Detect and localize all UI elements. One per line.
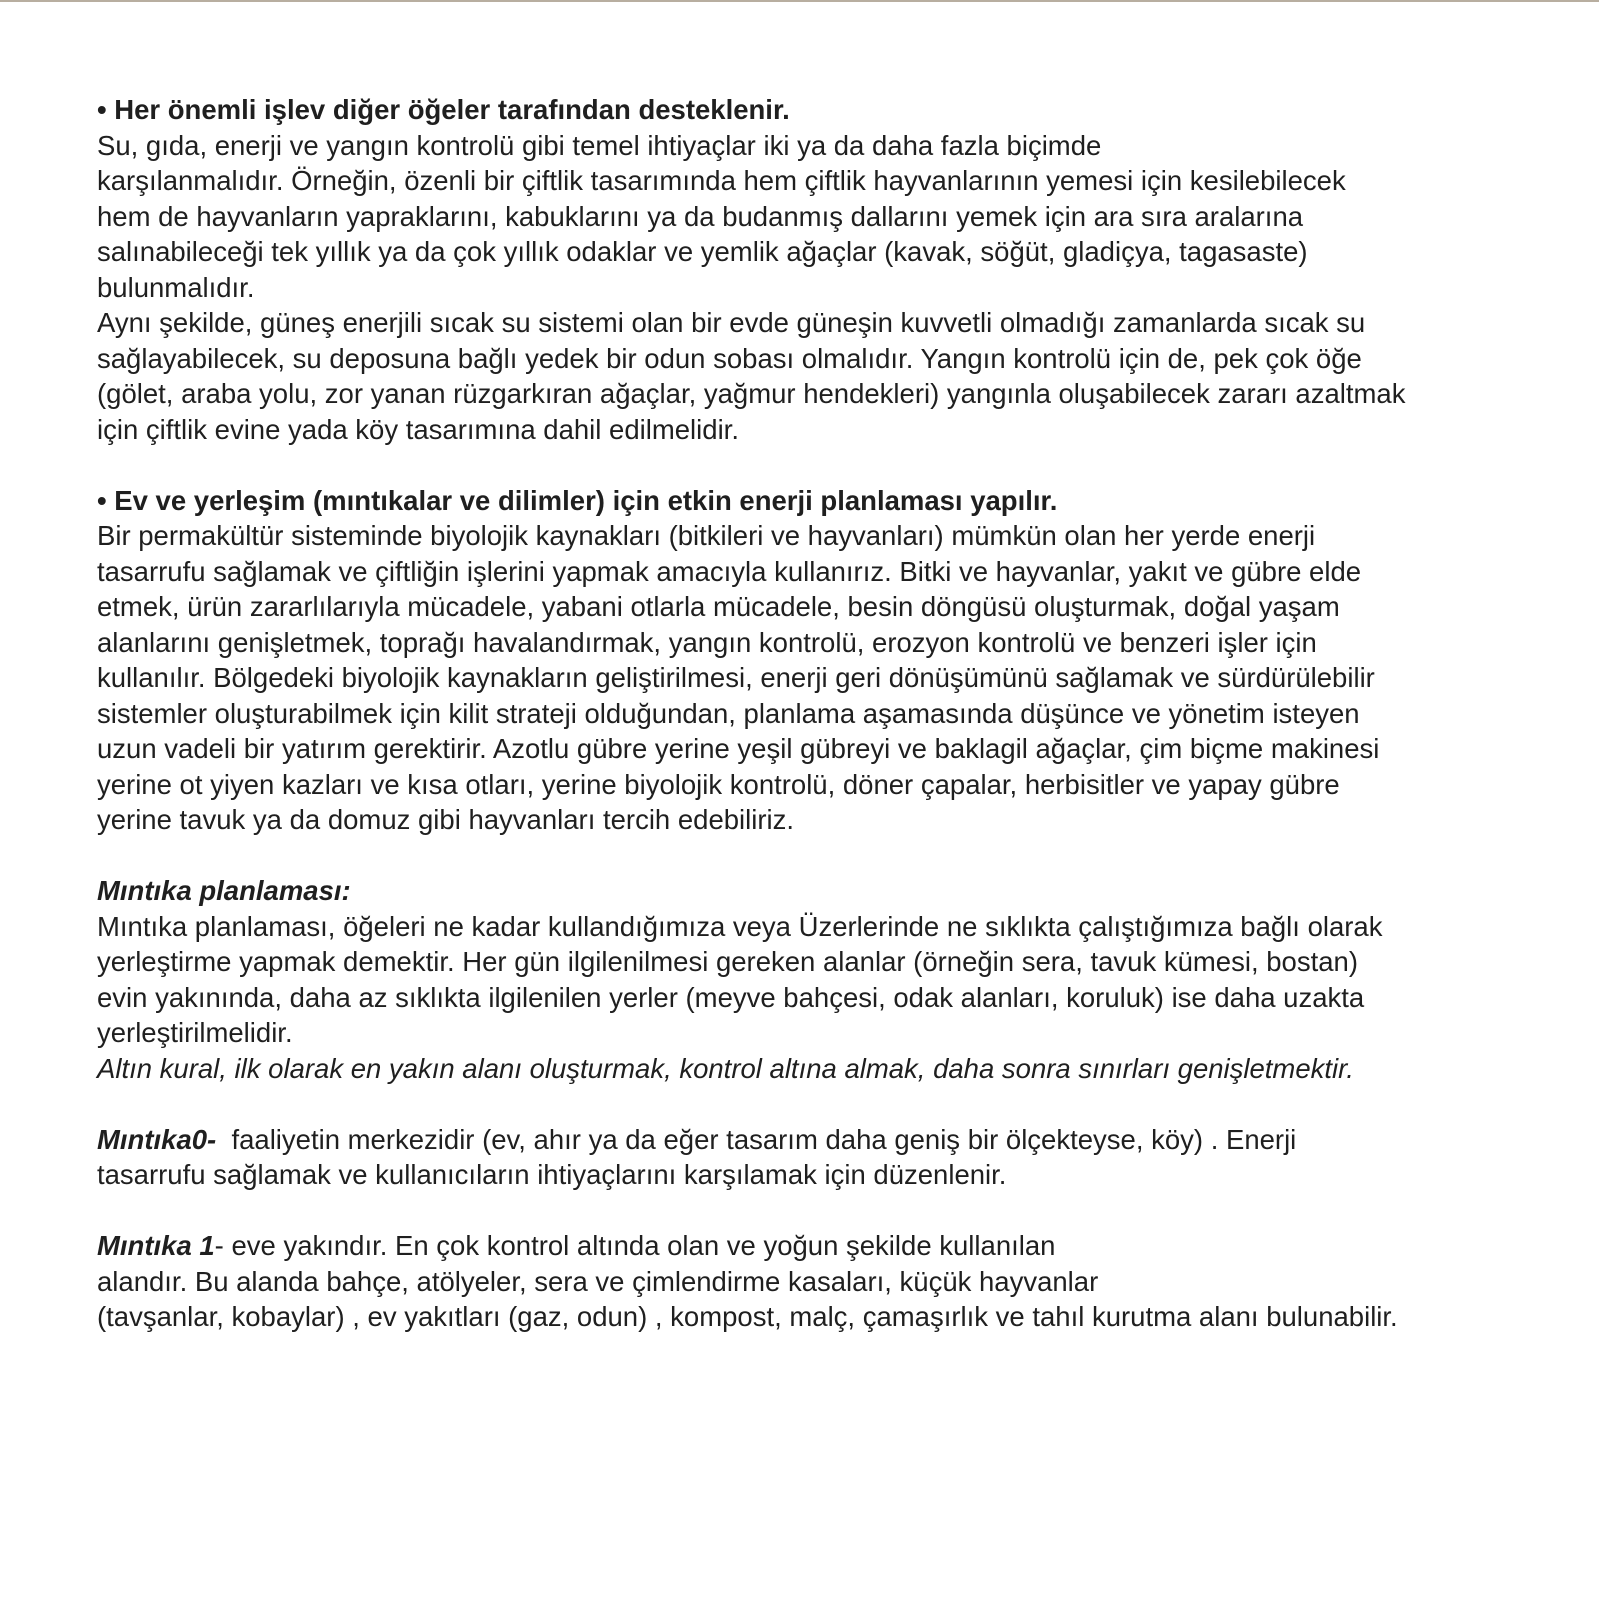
body-line: yerine ot yiyen kazları ve kısa otları, yerine biyolojik kontrolü, döner çapalar, herbisitler ve yapay gübre: [97, 768, 1340, 800]
body-line: Su, gıda, enerji ve yangın kontrolü gibi temel ihtiyaçlar iki ya da daha fazla biçimde: [97, 129, 1102, 161]
body-line: uzun vadeli bir yatırım gerektirir. Azotlu gübre yerine yeşil gübreyi ve baklagil ağaçlar, çim biçme makinesi: [97, 733, 1380, 764]
body-line: yerleştirme yapmak demektir. Her gün ilgilenilmesi gereken alanlar (örneğin sera, tavuk kümesi, bostan): [97, 946, 1358, 977]
section-zone-0: [97, 1122, 1527, 1193]
section-energy-planning: [97, 483, 1527, 838]
section-heading: • Ev ve yerleşim (mıntıkalar ve dilimler) için etkin enerji planlaması yapılır.: [97, 484, 1058, 516]
body-line: Mıntıka planlaması, öğeleri ne kadar kullandığımıza veya Üzerlerinde ne sıklıkta çalıştığımıza bağlı olarak: [97, 910, 1383, 942]
section-zone-1: [97, 1228, 1527, 1335]
body-line: etmek, ürün zararlılarıyla mücadele, yabani otlarla mücadele, besin döngüsü oluşturmak, doğal yaşam: [97, 591, 1340, 622]
zone-1-first-line: [97, 1228, 1527, 1264]
document-page: [97, 92, 1527, 1335]
zone-1-text: - eve yakındır. En çok kontrol altında olan ve yoğun şekilde kullanılan: [214, 1230, 1056, 1261]
body-line: sistemler oluşturabilmek için kilit strateji olduğundan, planlama aşamasında düşünce ve yönetim isteyen: [97, 697, 1360, 729]
golden-rule-line: Altın kural, ilk olarak en yakın alanı oluşturmak, kontrol altına almak, daha sonra sınırları genişletmektir.: [97, 1052, 1354, 1084]
body-line: (gölet, araba yolu, zor yanan rüzgarkıran ağaçlar, yağmur hendekleri) yangınla oluşabilecek zararı azaltmak: [97, 378, 1406, 409]
section-zone-planning: [97, 873, 1527, 1086]
body-line: evin yakınında, daha az sıklıkta ilgilenilen yerler (meyve bahçesi, odak alanları, koruluk) ise daha uzakta: [97, 981, 1365, 1013]
body-line: hem de hayvanların yapraklarını, kabuklarını ya da budanmış dallarını yemek için ara sıra aralarına: [97, 200, 1304, 232]
section-heading: • Her önemli işlev diğer öğeler tarafından desteklenir.: [97, 94, 790, 125]
top-border-rule: [0, 0, 1599, 2]
body-line: tasarrufu sağlamak ve kullanıcıların ihtiyaçlarını karşılamak için düzenlenir.: [97, 1159, 1007, 1190]
body-line: salınabileceği tek yıllık ya da çok yıllık odaklar ve yemlik ağaçlar (kavak, söğüt, gladiçya, tagasaste): [97, 236, 1308, 267]
body-line: kullanılır. Bölgedeki biyolojik kaynakların geliştirilmesi, enerji geri dönüşümünü sağlamak ve sürdürülebilir: [97, 662, 1375, 693]
zone-0-label: Mıntıka0-: [97, 1123, 217, 1155]
body-line: alanlarını genişletmek, toprağı havalandırmak, yangın kontrolü, erozyon kontrolü ve benzeri işler için: [97, 626, 1317, 658]
body-line: Aynı şekilde, güneş enerjili sıcak su sistemi olan bir evde güneşin kuvvetli olmadığı zamanlarda sıcak su: [97, 307, 1366, 338]
zone-1-label: Mıntıka 1: [97, 1230, 215, 1261]
paragraph-spacer: [97, 838, 1527, 874]
zone-0-text: faaliyetin merkezidir (ev, ahır ya da eğer tasarım daha geniş bir ölçekteyse, köy) . Enerji: [216, 1123, 1297, 1155]
body-line: (tavşanlar, kobaylar) , ev yakıtları (gaz, odun) , kompost, malç, çamaşırlık ve tahıl kurutma alanı bulunabilir.: [97, 1301, 1398, 1332]
body-line: tasarrufu sağlamak ve çiftliğin işlerini yapmak amacıyla kullanırız. Bitki ve hayvanlar, yakıt ve gübre elde: [97, 555, 1362, 587]
body-line: için çiftlik evine yada köy tasarımına dahil edilmelidir.: [97, 413, 739, 445]
section-energy-support: [97, 92, 1527, 447]
body-line: yerleştirilmelidir.: [97, 1017, 293, 1048]
paragraph-spacer: [97, 1193, 1527, 1229]
body-line: Bir permakültür sisteminde biyolojik kaynakları (bitkileri ve hayvanları) mümkün olan her yerde enerji: [97, 520, 1316, 551]
paragraph-spacer: [97, 1086, 1527, 1122]
body-line: alandır. Bu alanda bahçe, atölyeler, sera ve çimlendirme kasaları, küçük hayvanlar: [97, 1265, 1099, 1297]
body-line: karşılanmalıdır. Örneğin, özenli bir çiftlik tasarımında hem çiftlik hayvanlarının yemesi için kesilebilecek: [97, 165, 1346, 196]
paragraph-spacer: [97, 447, 1527, 483]
subsection-heading: Mıntıka planlaması:: [97, 875, 351, 906]
zone-0-first-line: [97, 1122, 1527, 1158]
body-line: sağlayabilecek, su deposuna bağlı yedek bir odun sobası olmalıdır. Yangın kontrolü için de, pek çok öğe: [97, 342, 1362, 374]
body-line: yerine tavuk ya da domuz gibi hayvanları tercih edebiliriz.: [97, 804, 795, 835]
body-line: bulunmalıdır.: [97, 271, 255, 303]
